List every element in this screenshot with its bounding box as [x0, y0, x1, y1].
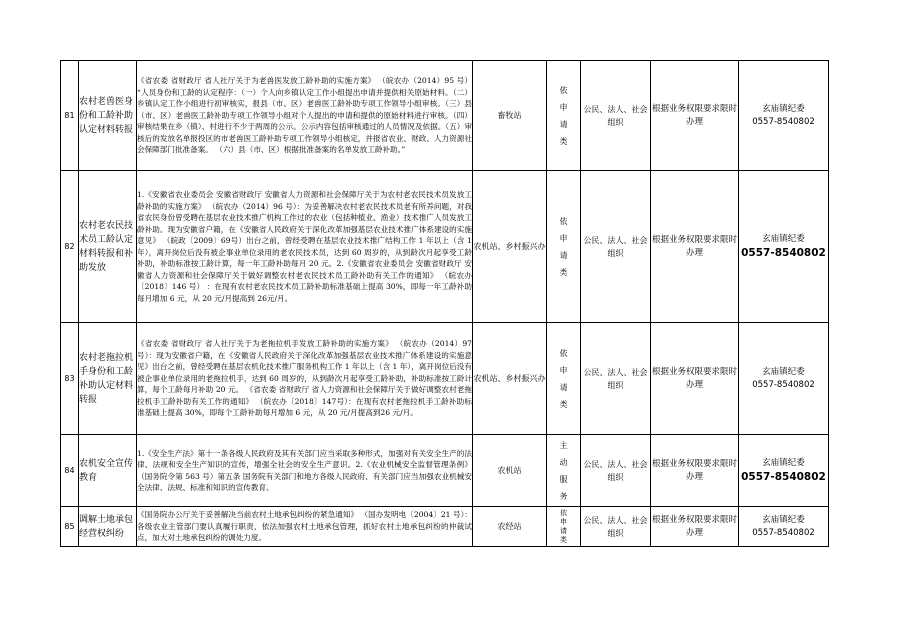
legal-basis-text: 1.《安全生产法》第十一条各级人民政府及其有关部门应当采取多种形式，加强对有关安全生产的法律、法规和安全生产知识的宣传，增强全社会的安全生产意识。2.《农业机械安全监督管理条例》（国务院令第 563 号）第五条 国务院有关部门和地方各级人民政府、有关部门应当加强农业机械安全法律、法规、标准和知识的宣传教育。	[137, 448, 472, 492]
time-limit: 根据业务权限要求限时办理	[651, 507, 739, 547]
item-category-char: 类	[559, 267, 568, 277]
service-target: 公民、法人、社会组织	[581, 435, 651, 507]
supervision-phone: 0557-8540802	[752, 116, 815, 127]
legal-basis	[137, 171, 473, 323]
row-number: 85	[61, 507, 79, 547]
item-name: 农村老拖拉机手身份和工龄补助认定材料转报	[79, 323, 137, 435]
time-limit: 根据业务权限要求限时办理	[651, 435, 739, 507]
table-row	[61, 61, 829, 171]
legal-basis-text: 《省农委 省财政厅 省人社厅关于为老兽医发放工龄补助的实施方案》 （皖农办（2014）95 号） “人员身份和工龄的认定程序：（一）个人向乡镇认定工作小组提出申请并提供相关原始材料。（二）乡镇认定工作小组进行初审核实，报县（市、区）老兽医工龄补助专项工作领导小组审核。（三）县（市、区）老兽医工龄补助专项工作领导小组对个人提出的申请和提供的原始材料进行审核。（四）审核结果在乡（镇）、村进行不少于两周的公示。公示内容包括审核通过的人员情况及依据。（五）审核后的发放名单报投区的市老兽医工龄补助专项工作领导小组核定，并报省农业、财政、人力资源社会保障部门批准备案。 （六）县（市、区）根据批准备案的名单发放工龄补助。”	[137, 76, 472, 155]
legal-basis	[137, 435, 473, 507]
supervision-contact	[739, 435, 829, 507]
supervision-org: 玄庙镇纪委	[762, 457, 805, 468]
legal-basis-text: 《省农委 省财政厅 省人社厅关于为老拖拉机手发放工龄补助的实施方案》 （皖农办（2014）97 号）：现为安徽省户籍，在《安徽省人民政府关于深化改革加强基层农业技术推广体系建设的实施意见》出台之前，曾经受聘在基层农机化技术推广服务机构工作 1 年以上（含 1 年），离开岗位后没有被企事业单位录用的老拖拉机手，达到 60 周岁的，从到龄次月起享受工龄补助，补助标准按工龄计算，每个工龄每月补助 20 元。 《省农委 省财政厅 省人力资源和社会保障厅关于做好调整农村老拖拉机手工龄补助有关工作的通知》 （皖农办〔2018〕147号）：在现有农村老拖拉机手工龄补助标准基础上提高 30%，即每个工龄补助每月增加 6 元，从 20 元/月提高到26 元/月。	[137, 339, 472, 418]
item-category-char: 依	[559, 85, 568, 95]
supervision-phone: 0557-8540802	[741, 246, 826, 259]
item-category-char: 类	[560, 535, 567, 544]
table-row	[61, 171, 829, 323]
row-number: 81	[61, 61, 79, 171]
legal-basis-text: 1.《安徽省农业委员会 安徽省财政厅 安徽省人力资源和社会保障厅关于为农村老农民技术员发放工龄补助的实施方案》 （皖农办（2014）96 号）：为妥善解决农村老农民技术员老有所养问题，对我省农民身份曾受聘在基层农业技术推广机构工作过的农业（包括种植业、渔业）技术推广人员发放工龄补助。现为安徽省户籍，在《安徽省人民政府关于深化改革加强基层农业技术推广体系建设的实施意见》 （皖政〔2009〕69号）出台之前，曾经受聘在基层农业技术推广结构工作 1 年以上（含 1 年），离开岗位后没有被企事业单位录用的老农民技术员，达到 60 周岁的，从到龄次月起享受工龄补助，补助标准按工龄计算，每一年工龄补助每月 20 元。2.《安徽省农业委员会 安徽省财政厅 安徽省人力资源和社会保障厅关于做好调整农村老农民技术员工龄补助有关工作的通知》 （皖农办〔2018〕146 号） ：在现有农村老农民技术员工龄补助标准基础上提高 30%，即每一年工龄补助每月增加 6 元，从 20 元/月提高到 26元/月。	[137, 190, 472, 303]
item-category-char: 主	[559, 440, 568, 450]
time-limit: 根据业务权限要求限时办理	[651, 61, 739, 171]
supervision-org: 玄庙镇纪委	[762, 103, 805, 114]
item-category-char: 申	[559, 365, 568, 375]
item-category	[547, 323, 581, 435]
item-category-char: 类	[559, 136, 568, 146]
item-category	[547, 435, 581, 507]
public-service-list-table	[60, 60, 829, 547]
supervision-phone: 0557-8540802	[752, 527, 815, 538]
supervision-contact	[739, 507, 829, 547]
table-row	[61, 507, 829, 547]
time-limit: 根据业务权限要求限时办理	[651, 171, 739, 323]
supervision-contact	[739, 171, 829, 323]
item-name: 农村老农民技术员工龄认定材料转报和补助发放	[79, 171, 137, 323]
item-category	[547, 61, 581, 171]
responsible-dept: 农机站、乡村振兴办	[473, 171, 547, 323]
row-number: 82	[61, 171, 79, 323]
table-body	[61, 61, 829, 547]
legal-basis	[137, 61, 473, 171]
service-target: 公民、法人、社会组织	[581, 61, 651, 171]
table-row	[61, 435, 829, 507]
item-category-char: 请	[560, 526, 567, 535]
item-category-char: 请	[559, 119, 568, 129]
supervision-contact	[739, 61, 829, 171]
responsible-dept: 畜牧站	[473, 61, 547, 171]
time-limit: 根据业务权限要求限时办理	[651, 323, 739, 435]
item-category-char: 依	[559, 348, 568, 358]
item-category-char: 请	[559, 382, 568, 392]
service-target: 公民、法人、社会组织	[581, 323, 651, 435]
item-category-char: 务	[559, 491, 568, 501]
legal-basis-text: 《国务院办公厅关于妥善解决当前农村土地承包纠纷的紧急通知》 （国办发明电〔2004〕21 号）：各级农业主管部门要认真履行职责，依法加强农村土地承包管理，抓好农村土地承包纠纷的仲裁试点，加大对土地承包纠纷的调处力度。	[137, 510, 472, 543]
supervision-org: 玄庙镇纪委	[762, 366, 805, 377]
item-category-char: 类	[559, 399, 568, 409]
supervision-org: 玄庙镇纪委	[762, 514, 805, 525]
service-target: 公民、法人、社会组织	[581, 507, 651, 547]
supervision-contact	[739, 323, 829, 435]
item-name: 调解土地承包经营权纠纷	[79, 507, 137, 547]
item-name: 农村老兽医身份和工龄补助认定材料转报	[79, 61, 137, 171]
service-target: 公民、法人、社会组织	[581, 171, 651, 323]
item-category-char: 请	[559, 250, 568, 260]
item-name: 农机安全宣传教育	[79, 435, 137, 507]
item-category-char: 依	[560, 508, 567, 517]
table-row	[61, 323, 829, 435]
supervision-org: 玄庙镇纪委	[762, 233, 805, 244]
item-category	[547, 171, 581, 323]
supervision-phone: 0557-8540802	[741, 470, 826, 483]
item-category-char: 申	[559, 102, 568, 112]
legal-basis	[137, 507, 473, 547]
responsible-dept: 农机站、乡村振兴办	[473, 323, 547, 435]
item-category-char: 申	[560, 517, 567, 526]
item-category-char: 申	[559, 233, 568, 243]
item-category-char: 动	[559, 457, 568, 467]
item-category	[547, 507, 581, 547]
item-category-char: 服	[559, 474, 568, 484]
responsible-dept: 农经站	[473, 507, 547, 547]
responsible-dept: 农机站	[473, 435, 547, 507]
legal-basis	[137, 323, 473, 435]
row-number: 83	[61, 323, 79, 435]
supervision-phone: 0557-8540802	[752, 379, 815, 390]
item-category-char: 依	[559, 216, 568, 226]
row-number: 84	[61, 435, 79, 507]
